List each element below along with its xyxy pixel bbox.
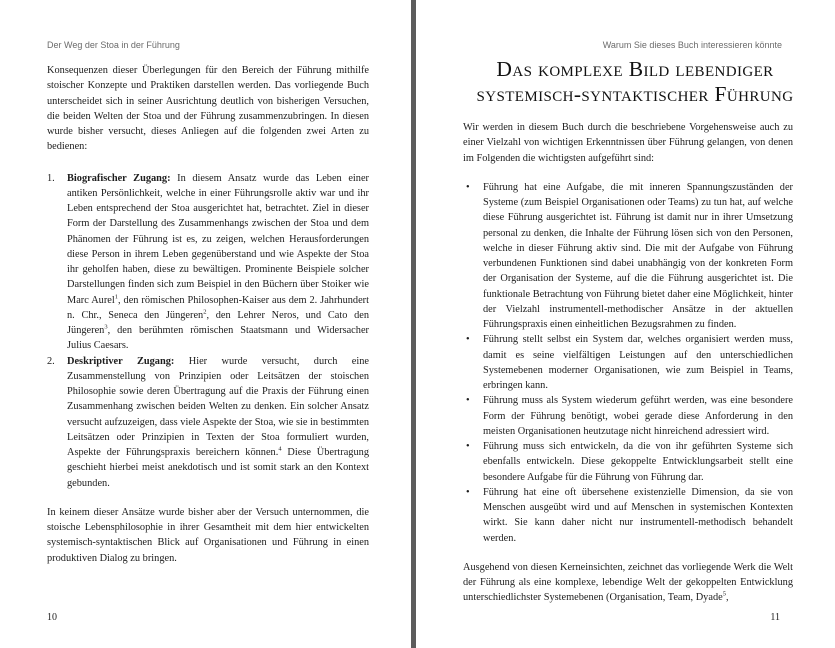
- list-item: [463, 393, 793, 439]
- intro-paragraph: Konsequenzen dieser Überlegungen für den Bereich der Führung mithilfe stoischer Konzepte und Praktiken darstellen werden. Das vorliegende Buch unterscheidet sich in seiner Ausrichtung deutlich von bisherigen Versuchen, die beiden Welten der Stoa und der Führung zusammenzubringen. In diesen wurde bisher versucht, dieses Anliegen auf die folgenden zwei Arten zu bedienen:: [47, 65, 369, 153]
- chapter-title: [454, 57, 816, 107]
- item-label: Biografischer Zugang:: [67, 172, 171, 184]
- item-text: Diese Übertragung geschieht hierbei meist anekdotisch und ist somit stark an den Kontext gebunden.: [67, 447, 369, 489]
- footnote-marker[interactable]: 2: [203, 308, 207, 316]
- item-text: , den berühmten römischen Staatsmann und Widersacher Julius Caesars.: [67, 325, 369, 352]
- bullet-icon: •: [466, 181, 470, 193]
- running-head: Der Weg der Stoa in der Führung: [47, 40, 180, 50]
- item-text: Führung stellt selbst ein System dar, welches organisiert werden muss, damit es seine vielfältigen Leistungen auf den unterschiedlichen Systemebenen moderner Organisationen, wie zum Beispiel in Teams, erbringen kann.: [483, 334, 793, 391]
- closing-tail: ,: [725, 592, 729, 604]
- list-item: [47, 171, 369, 354]
- intro-paragraph: Wir werden in diesem Buch durch die beschriebene Vorgehensweise auch zu einer Vielzahl von wichtigen Erkenntnissen über Führung gelangen, von denen im Folgenden die wichtigsten aufgeführt sind:: [463, 122, 793, 164]
- footnote-marker[interactable]: 1: [114, 293, 118, 301]
- item-text: Führung muss als System wiederum geführt werden, was eine besondere Form der Führung benötigt, wobei gerade diese Anforderung in den meisten Organisationen heutzutage nicht hinreichend adressiert wird.: [483, 395, 793, 437]
- insights-list: [463, 180, 793, 546]
- item-text: , den Lehrer Neros, und Cato den Jüngeren: [67, 309, 369, 336]
- bullet-icon: •: [466, 486, 470, 498]
- body-text: [463, 120, 793, 606]
- closing-paragraph: [463, 560, 793, 606]
- list-number: 1.: [47, 172, 55, 184]
- list-number: 2.: [47, 355, 55, 367]
- body-text: [47, 63, 369, 566]
- bullet-icon: •: [466, 441, 470, 452]
- item-label: Deskriptiver Zugang:: [67, 355, 175, 367]
- footnote-marker[interactable]: 4: [278, 445, 282, 453]
- item-text: Führung hat eine Aufgabe, die mit inneren Spannungszuständen der Systeme (zum Beispiel Organisationen oder Teams) zu tun hat, auf welche diese Führung ausgerichtet ist. Führung ist damit nur in ihrer Umsetzung personal zu denken, die Inhalte der Führung lösen sich von den Personen, welche in dieser Führung aktiv sind. Die mit der Aufgabe von Führung verbundenen Funktionen sind dabei unabhängig von der konkreten Form der Organisation der Systeme, auf die die Führung ausgerichtet ist. Die funktionale Betrachtung von Führung bietet daher eine Möglichkeit, hinter der Vielzahl instrumentell-methodischer Ansätze in der aktuellen Führungspraxis einen einheitlichen Bezugsrahmen zu finden.: [483, 181, 793, 330]
- item-text: In diesem Ansatz wurde das Leben einer antiken Persönlichkeit, welche in einer Führungsrolle aktiv war und ihr Leben entsprechend der Stoa ausgerichtet hat, betrachtet. Ziel in dieser Form der Darstellung des Zusammenhangs zwischen der Stoa und dem Phänomen der Führung ist es, zu zeigen, welchen Herausforderungen diese Person in ihrem Leben gegenüberstand und wie Aspekte der Stoa ihr geholfen haben, diese zu bewältigen. Prominente Beispiele solcher Darstellungen finden sich zum Beispiel in den Büchern über Stoiker wie Marc Aurel: [67, 172, 370, 306]
- page-number: 11: [770, 612, 780, 623]
- list-item: [47, 354, 369, 491]
- bullet-icon: •: [466, 395, 470, 407]
- running-head: Warum Sie dieses Buch interessieren könnte: [602, 40, 782, 50]
- approaches-list: [47, 171, 369, 491]
- closing-text: Ausgehend von diesen Kerneinsichten, zeichnet das vorliegende Werk die Welt der Führung als eine komplexe, lebendige Welt der gekoppelten Entwicklung unterschiedlichster Systemebenen (Organisation, Team, Dyade: [463, 561, 793, 604]
- closing-paragraph: In keinem dieser Ansätze wurde bisher aber der Versuch unternommen, die stoische Lebensphilosophie in ihrer Gesamtheit mit dem hier entwickelten systemisch-syntaktischen Blick auf Organisationen und Führung in einen produktiven Dialog zu bringen.: [47, 506, 369, 564]
- item-text: , den römischen Philosophen-Kaiser aus dem 2. Jahrhundert n. Chr., Seneca den Jüngeren: [67, 294, 369, 321]
- footnote-marker[interactable]: 5: [722, 590, 726, 598]
- list-item: [463, 439, 793, 485]
- bullet-icon: •: [466, 334, 470, 346]
- title-line: Das komplexe Bild lebendiger: [496, 57, 774, 81]
- list-item: [463, 332, 793, 393]
- footnote-marker[interactable]: 3: [104, 323, 108, 331]
- left-page: [0, 0, 411, 648]
- item-text: Führung hat eine oft übersehene existenzielle Dimension, da sie von Menschen ausgeübt wird und auf Menschen in systemischen Kontexten wirkt. Sie kann daher nicht nur instrumentell-methodisch behandelt werden.: [483, 486, 793, 544]
- list-item: [463, 180, 793, 333]
- item-text: Führung muss sich entwickeln, da die von ihr geführten Systeme sich ebenfalls entwickeln. Diese gekoppelte Entwicklungsarbeit stellt eine besondere Aufgabe für die Führung von Führung dar.: [483, 441, 793, 483]
- page-number: 10: [47, 612, 57, 623]
- title-line: systemisch-syntaktischer Führung: [476, 82, 794, 106]
- right-page: [416, 0, 835, 648]
- list-item: [463, 485, 793, 546]
- item-text: Hier wurde versucht, durch eine Zusammenstellung von Prinzipien oder Leitsätzen der stoischen Philosophie sowie deren Übertragung auf die Praxis der Führung einen Zusammenhang zwischen beiden Welten zu denken. Ein solcher Ansatz versucht aufzuzeigen, dass viele Aspekte der Stoa, wie sie in bestimmten Leitsätzen oder Prinzipien in Texten der Stoa formuliert wurden, Aspekte der Führungspraxis bereichern können.: [67, 355, 369, 458]
